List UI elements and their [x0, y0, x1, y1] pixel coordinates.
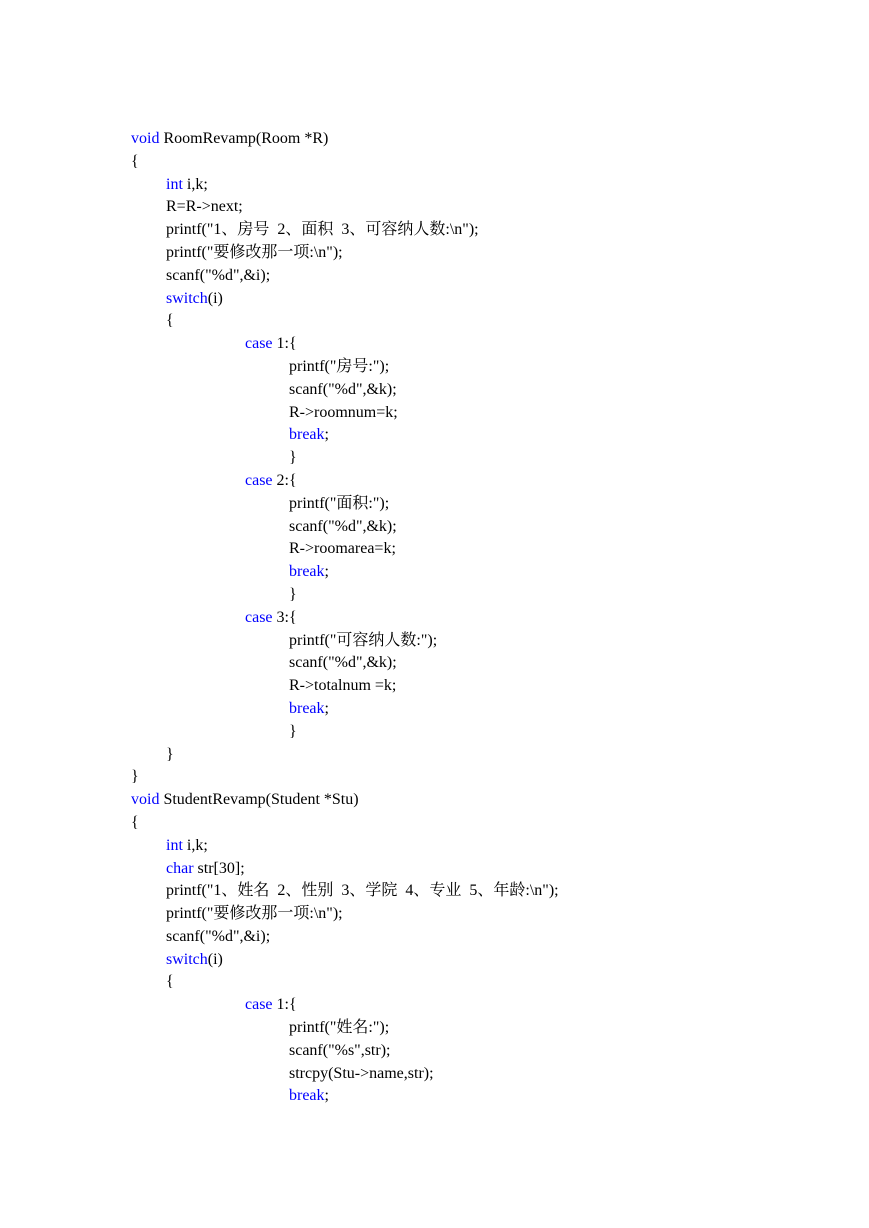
code-line	[131, 652, 559, 675]
code-text: {	[166, 312, 174, 330]
code-line	[131, 128, 559, 151]
code-line	[131, 903, 559, 926]
code-text: }	[289, 722, 297, 740]
code-line	[131, 1063, 559, 1086]
code-text: i,k;	[182, 836, 208, 854]
keyword: switch	[166, 950, 208, 968]
code-line	[131, 949, 559, 972]
code-text: printf("要修改那一项:\n");	[166, 905, 343, 923]
code-text: strcpy(Stu->name,str);	[289, 1064, 434, 1082]
keyword: break	[289, 699, 325, 717]
code-text: }	[289, 449, 297, 467]
code-line	[131, 379, 559, 402]
code-line	[131, 812, 559, 835]
keyword: switch	[166, 289, 208, 307]
code-line	[131, 288, 559, 311]
code-text: R->roomnum=k;	[289, 403, 398, 421]
code-line	[131, 516, 559, 539]
code-line	[131, 880, 559, 903]
keyword: case	[245, 471, 273, 489]
code-text: scanf("%s",str);	[289, 1041, 391, 1059]
code-line	[131, 333, 559, 356]
keyword: break	[289, 426, 325, 444]
code-text: (i)	[207, 289, 223, 307]
code-text: {	[131, 152, 139, 170]
code-line	[131, 789, 559, 812]
keyword: case	[245, 996, 273, 1014]
code-text: }	[131, 768, 139, 786]
code-text: printf("1、房号 2、面积 3、可容纳人数:\n");	[166, 221, 479, 239]
code-line	[131, 607, 559, 630]
code-text: i,k;	[182, 175, 208, 193]
code-text: printf("房号:");	[289, 357, 390, 375]
code-text: 3:{	[272, 608, 297, 626]
code-text: scanf("%d",&k);	[289, 517, 397, 535]
code-text: {	[131, 813, 139, 831]
code-line	[131, 630, 559, 653]
code-line	[131, 538, 559, 561]
code-line	[131, 926, 559, 949]
code-text: 1:{	[272, 335, 297, 353]
code-text: 1:{	[272, 996, 297, 1014]
keyword: case	[245, 335, 273, 353]
code-line	[131, 196, 559, 219]
code-line	[131, 402, 559, 425]
code-text: R=R->next;	[166, 198, 243, 216]
code-line	[131, 858, 559, 881]
code-text: RoomRevamp(Room *R)	[159, 130, 329, 147]
code-line	[131, 698, 559, 721]
code-text: scanf("%d",&k);	[289, 654, 397, 672]
code-text: printf("要修改那一项:\n");	[166, 243, 343, 261]
code-text: printf("可容纳人数:");	[289, 631, 438, 649]
keyword: break	[289, 563, 325, 581]
code-line	[131, 561, 559, 584]
keyword: void	[131, 130, 160, 147]
keyword: case	[245, 608, 273, 626]
code-text: {	[166, 973, 174, 991]
code-line	[131, 310, 559, 333]
code-text: 2:{	[272, 471, 297, 489]
code-line	[131, 424, 559, 447]
keyword: char	[166, 859, 194, 877]
code-line	[131, 242, 559, 265]
code-text: printf("姓名:");	[289, 1019, 390, 1037]
code-line	[131, 721, 559, 744]
code-line	[131, 994, 559, 1017]
code-text: str[30];	[193, 859, 245, 877]
code-line	[131, 470, 559, 493]
code-text: StudentRevamp(Student *Stu)	[159, 791, 359, 809]
code-line	[131, 265, 559, 288]
code-text: scanf("%d",&k);	[289, 380, 397, 398]
code-line	[131, 835, 559, 858]
code-line	[131, 971, 559, 994]
code-text: R->roomarea=k;	[289, 540, 396, 558]
code-line	[131, 766, 559, 789]
code-line	[131, 219, 559, 242]
code-line	[131, 744, 559, 767]
code-text: ;	[324, 1087, 329, 1105]
code-text: scanf("%d",&i);	[166, 927, 271, 945]
code-line	[131, 151, 559, 174]
code-line	[131, 1040, 559, 1063]
code-line	[131, 493, 559, 516]
code-text: scanf("%d",&i);	[166, 266, 271, 284]
code-line	[131, 356, 559, 379]
code-line	[131, 1017, 559, 1040]
keyword: break	[289, 1087, 325, 1105]
code-text: ;	[324, 563, 329, 581]
code-text: printf("1、姓名 2、性别 3、学院 4、专业 5、年龄:\n");	[166, 882, 559, 900]
keyword: int	[166, 836, 183, 854]
code-line	[131, 1085, 559, 1108]
code-text: }	[289, 585, 297, 603]
code-line	[131, 174, 559, 197]
code-text: (i)	[207, 950, 223, 968]
code-text: }	[166, 745, 174, 763]
code-text: ;	[324, 426, 329, 444]
keyword: int	[166, 175, 183, 193]
code-text: printf("面积:");	[289, 494, 390, 512]
code-listing	[131, 128, 559, 1108]
code-text: ;	[324, 699, 329, 717]
keyword: void	[131, 791, 160, 809]
code-text: R->totalnum =k;	[289, 677, 397, 695]
code-line	[131, 584, 559, 607]
code-line	[131, 447, 559, 470]
code-line	[131, 675, 559, 698]
